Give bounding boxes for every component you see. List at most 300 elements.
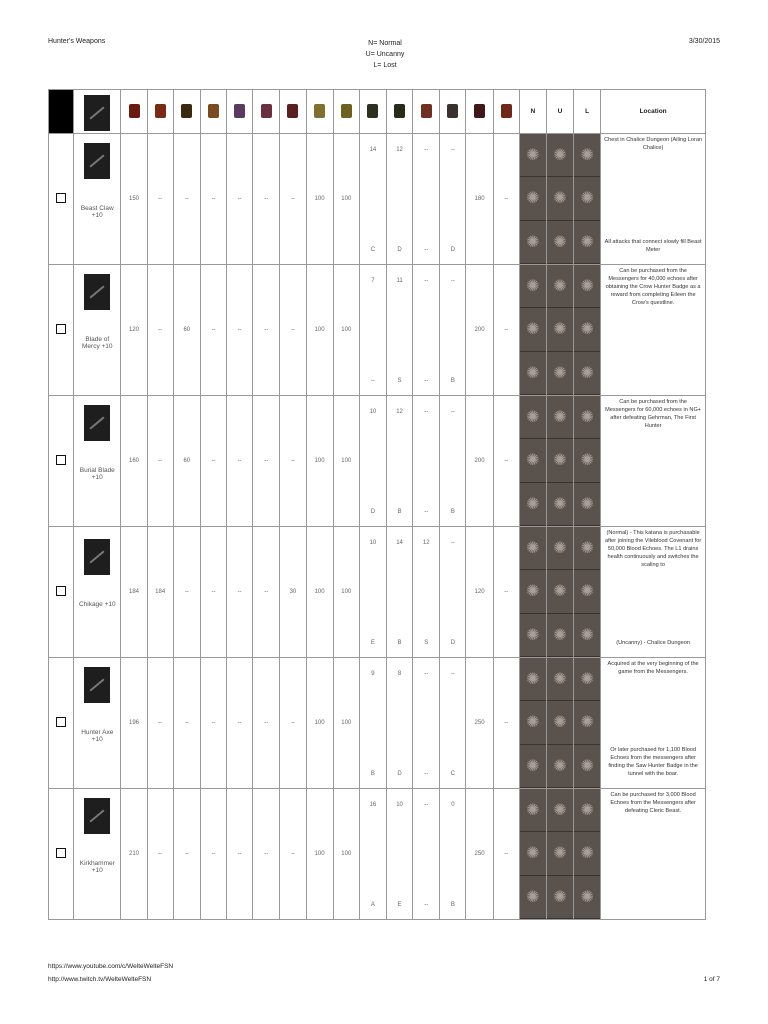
n-rune-cell — [519, 396, 546, 527]
scaling-cell — [440, 396, 466, 527]
extra-icon-cell — [466, 90, 493, 134]
select-checkbox[interactable] — [56, 586, 66, 596]
extra-value: -- — [504, 720, 509, 726]
rune-icon: ✺ — [547, 876, 573, 919]
scaling-cell — [413, 789, 440, 920]
rune-icon: ✺ — [574, 745, 600, 788]
rune-icon: ✺ — [547, 308, 573, 351]
scaling-requirement: -- — [424, 671, 429, 677]
scaling-requirement: 12 — [422, 540, 430, 546]
weapon-thumbnail-icon — [84, 405, 110, 441]
scaling-requirement: -- — [424, 278, 429, 284]
stat-cell — [200, 396, 226, 527]
stat-cell — [333, 658, 359, 789]
select-checkbox-cell — [49, 527, 74, 658]
scaling-grade: D — [450, 247, 456, 253]
stat-cell — [253, 658, 280, 789]
scaling-grade: B — [450, 378, 455, 384]
rune-icon: ✺ — [520, 527, 546, 570]
stat-value: -- — [290, 458, 295, 464]
stat-cell — [333, 134, 359, 265]
rune-icon: ✺ — [547, 483, 573, 526]
stat-cell — [121, 396, 147, 527]
stat-value: -- — [237, 327, 242, 333]
extra-cell — [493, 134, 519, 265]
weapon-name-cell — [74, 658, 121, 789]
weapon-name: Hunter Axe +10 — [81, 728, 114, 743]
stat-cell — [200, 789, 226, 920]
stat-value: -- — [290, 196, 295, 202]
legend-lost: L= Lost — [373, 62, 397, 69]
rune-icon: ✺ — [574, 614, 600, 657]
stat-cell — [173, 789, 200, 920]
scaling-grade: C — [370, 247, 376, 253]
stat-value: -- — [184, 851, 189, 857]
rune-icon: ✺ — [574, 527, 600, 570]
scaling-cell — [440, 789, 466, 920]
stat-value: -- — [211, 851, 216, 857]
scaling-grade: B — [450, 902, 455, 908]
document-title: Hunter's Weapons — [48, 38, 106, 45]
stat-value: -- — [211, 720, 216, 726]
scaling-cell — [386, 396, 412, 527]
rune-icon: ✺ — [520, 352, 546, 395]
rune-icon: ✺ — [520, 876, 546, 919]
stat-cell — [121, 658, 147, 789]
stat-cell — [280, 265, 306, 396]
stat-value: 100 — [314, 196, 325, 202]
stat-icon-cell — [333, 90, 359, 134]
select-checkbox[interactable] — [56, 848, 66, 858]
select-checkbox-cell — [49, 789, 74, 920]
select-checkbox-cell — [49, 658, 74, 789]
scaling-requirement: -- — [450, 671, 455, 677]
stat-cell — [227, 658, 253, 789]
weapon-name: Beast Claw +10 — [80, 204, 114, 219]
location-text: Acquired at the very beginning of the game from the Messengers. — [607, 661, 699, 675]
stat-cell — [173, 134, 200, 265]
extra-cell — [466, 527, 493, 658]
bullet-icon — [501, 104, 512, 118]
stat-cell — [253, 265, 280, 396]
weapon-name-cell — [74, 265, 121, 396]
rune-icon: ✺ — [547, 570, 573, 613]
rune-icon: ✺ — [574, 221, 600, 264]
skill-icon — [394, 104, 405, 118]
stat-cell — [200, 658, 226, 789]
scaling-requirement: 12 — [396, 409, 403, 415]
select-checkbox-cell — [49, 396, 74, 527]
rune-icon: ✺ — [520, 832, 546, 875]
scaling-cell — [413, 265, 440, 396]
stat-cell — [333, 396, 359, 527]
stat-cell — [200, 134, 226, 265]
extra-value: 200 — [474, 458, 485, 464]
stat-value: 30 — [289, 589, 297, 595]
scaling-cell — [440, 265, 466, 396]
stat-cell — [173, 527, 200, 658]
u-header: U — [546, 90, 573, 134]
scaling-requirement: -- — [424, 409, 429, 415]
blood-attack-icon — [155, 104, 166, 118]
scaling-icon-cell — [386, 90, 412, 134]
scaling-requirement: -- — [450, 540, 455, 546]
scaling-grade: C — [450, 771, 456, 777]
weapon-row — [49, 527, 706, 658]
rune-icon: ✺ — [520, 483, 546, 526]
extra-cell — [466, 396, 493, 527]
legend-uncanny: U= Uncanny — [365, 51, 405, 58]
scaling-cell — [386, 265, 412, 396]
legend-normal: N= Normal — [368, 40, 402, 47]
weapon-thumbnail-icon — [84, 539, 110, 575]
scaling-icon-cell — [440, 90, 466, 134]
rune-icon: ✺ — [520, 177, 546, 220]
stat-cell — [280, 527, 306, 658]
youtube-link[interactable]: https://www.youtube.com/c/WelteWelteFSN — [48, 963, 174, 970]
u-rune-cell — [546, 134, 573, 265]
stat-cell — [253, 527, 280, 658]
location-cell — [601, 789, 706, 920]
u-rune-cell — [546, 658, 573, 789]
twitch-link[interactable]: http://www.twitch.tv/WelteWelteFSN — [48, 976, 152, 983]
scaling-grade: D — [397, 247, 402, 253]
document-date: 3/30/2015 — [688, 38, 720, 45]
rune-icon: ✺ — [574, 483, 600, 526]
arcane-attack-icon — [181, 104, 192, 118]
stat-value: -- — [158, 851, 163, 857]
rune-icon: ✺ — [574, 265, 600, 308]
physical-attack-icon — [129, 104, 140, 118]
scaling-requirement: 14 — [369, 147, 377, 153]
scaling-cell — [359, 658, 386, 789]
stat-cell — [147, 658, 173, 789]
rune-icon: ✺ — [547, 134, 573, 177]
weapon-thumbnail-icon — [84, 667, 110, 703]
scaling-cell — [359, 134, 386, 265]
rune-icon: ✺ — [520, 396, 546, 439]
rune-icon: ✺ — [520, 658, 546, 701]
weapon-thumbnail-icon — [84, 143, 110, 179]
scaling-icon-cell — [413, 90, 440, 134]
weapon-name-cell — [74, 527, 121, 658]
extra-cell — [493, 658, 519, 789]
extra-value: 200 — [474, 327, 485, 333]
durability-icon — [314, 104, 325, 118]
rune-icon: ✺ — [547, 789, 573, 832]
weapon-row — [49, 265, 706, 396]
u-rune-cell — [546, 789, 573, 920]
weapon-row — [49, 134, 706, 265]
rune-icon: ✺ — [547, 221, 573, 264]
scaling-cell — [386, 789, 412, 920]
extra-value: 180 — [474, 196, 485, 202]
stat-cell — [227, 134, 253, 265]
stat-value: -- — [237, 458, 242, 464]
scaling-requirement: -- — [450, 409, 455, 415]
scaling-cell — [359, 265, 386, 396]
stat-value: -- — [264, 196, 269, 202]
scaling-cell — [440, 134, 466, 265]
select-checkbox[interactable] — [56, 717, 66, 727]
scaling-grade: -- — [424, 902, 429, 908]
location-note: Or later purchased for 1,100 Blood Echoes from the messengers after finding the Saw Hunter Badge in the tunnel with the boar. — [608, 747, 698, 777]
stat-cell — [147, 265, 173, 396]
stat-value: 100 — [341, 720, 352, 726]
rune-icon: ✺ — [520, 745, 546, 788]
rune-icon: ✺ — [520, 439, 546, 482]
stat-value: -- — [264, 327, 269, 333]
stat-cell — [121, 527, 147, 658]
scaling-cell — [440, 527, 466, 658]
stat-icon-cell — [121, 90, 147, 134]
stat-cell — [227, 265, 253, 396]
stat-value: -- — [290, 327, 295, 333]
bloodtinge-icon — [421, 104, 432, 118]
rune-icon: ✺ — [547, 352, 573, 395]
location-text: Can be purchased for 3,000 Blood Echoes from the Messengers after defeating Cleric Beast. — [610, 792, 696, 814]
stat-cell — [280, 789, 306, 920]
weapon-collage-icon — [84, 95, 110, 131]
stat-icon-cell — [200, 90, 226, 134]
stat-cell — [227, 396, 253, 527]
scaling-requirement: 12 — [396, 147, 403, 153]
scaling-requirement: 11 — [396, 278, 403, 284]
rune-icon: ✺ — [574, 789, 600, 832]
rune-icon: ✺ — [574, 396, 600, 439]
stat-value: -- — [158, 327, 163, 333]
weapon-name: Kirkhammer +10 — [79, 859, 115, 874]
stat-cell — [227, 527, 253, 658]
stat-value: 100 — [341, 851, 352, 857]
scaling-cell — [359, 396, 386, 527]
stat-cell — [280, 658, 306, 789]
scaling-grade: B — [450, 509, 455, 515]
stat-value: 120 — [128, 327, 139, 333]
stat-cell — [280, 134, 306, 265]
rune-icon: ✺ — [547, 177, 573, 220]
stat-icon-cell — [306, 90, 333, 134]
weapon-row — [49, 789, 706, 920]
location-header: Location — [601, 90, 706, 134]
scaling-cell — [440, 658, 466, 789]
rune-icon: ✺ — [574, 308, 600, 351]
stat-value: -- — [290, 851, 295, 857]
location-cell — [601, 396, 706, 527]
scaling-cell — [413, 527, 440, 658]
weapon-name: Blade of Mercy +10 — [82, 335, 113, 350]
stat-value: -- — [264, 851, 269, 857]
extra-cell — [466, 658, 493, 789]
stat-cell — [121, 789, 147, 920]
u-rune-cell — [546, 396, 573, 527]
stat-cell — [306, 134, 333, 265]
stat-value: -- — [264, 458, 269, 464]
strength-icon — [367, 104, 378, 118]
scaling-grade: -- — [424, 247, 429, 253]
extra-value: -- — [504, 851, 509, 857]
stat-cell — [333, 527, 359, 658]
stat-value: 100 — [314, 720, 325, 726]
n-rune-cell — [519, 134, 546, 265]
stat-value: 100 — [314, 851, 325, 857]
u-rune-cell — [546, 527, 573, 658]
arcane-icon — [447, 104, 458, 118]
scaling-requirement: 10 — [396, 802, 403, 808]
stat-value: -- — [211, 196, 216, 202]
extra-value: -- — [504, 196, 509, 202]
stat-value: -- — [290, 720, 295, 726]
stat-cell — [253, 134, 280, 265]
scaling-grade: S — [424, 640, 429, 646]
scaling-grade: A — [370, 902, 375, 908]
scaling-requirement: 7 — [371, 278, 375, 284]
select-checkbox-cell — [49, 265, 74, 396]
stat-value: 150 — [128, 196, 139, 202]
scaling-requirement: 10 — [369, 409, 377, 415]
scaling-cell — [413, 396, 440, 527]
rune-icon: ✺ — [520, 789, 546, 832]
stat-cell — [200, 265, 226, 396]
stat-cell — [227, 789, 253, 920]
stat-value: 100 — [341, 589, 352, 595]
stat-value: -- — [237, 589, 242, 595]
stat-cell — [121, 265, 147, 396]
scaling-requirement: 0 — [451, 802, 455, 808]
scaling-grade: D — [397, 771, 402, 777]
location-note: (Uncanny) - Chalice Dungeon — [616, 640, 690, 646]
weapon-thumbnail-icon — [84, 274, 110, 310]
bolt-attack-icon — [234, 104, 245, 118]
stat-cell — [147, 527, 173, 658]
stat-value: 60 — [183, 327, 191, 333]
stat-icon-cell — [280, 90, 306, 134]
l-rune-cell — [574, 789, 601, 920]
weapon-thumbnail-icon — [84, 798, 110, 834]
rune-icon: ✺ — [547, 439, 573, 482]
extra-icon-cell — [493, 90, 519, 134]
extra-value: 250 — [474, 720, 485, 726]
stat-value: 196 — [128, 720, 139, 726]
n-rune-cell — [519, 265, 546, 396]
extra-value: 120 — [474, 589, 485, 595]
stat-cell — [280, 396, 306, 527]
stat-value: 160 — [128, 458, 139, 464]
n-rune-cell — [519, 789, 546, 920]
extra-cell — [493, 789, 519, 920]
stat-icon-cell — [147, 90, 173, 134]
stat-cell — [147, 789, 173, 920]
stat-value: 210 — [128, 851, 139, 857]
select-checkbox[interactable] — [56, 193, 66, 203]
stat-value: 184 — [155, 589, 166, 595]
kin-attack-icon — [261, 104, 272, 118]
extra-cell — [493, 396, 519, 527]
u-rune-cell — [546, 265, 573, 396]
weapon-name-cell — [74, 396, 121, 527]
scaling-cell — [413, 658, 440, 789]
scaling-grade: E — [370, 640, 375, 646]
rune-icon: ✺ — [574, 134, 600, 177]
location-cell — [601, 265, 706, 396]
location-text: (Normal) - This katana is purchasable after joining the Vileblood Covenant for 50,000 Blood Echoes. The L1 drains health continuously and switches the scaling to — [604, 530, 702, 568]
stat-cell — [306, 265, 333, 396]
stat-value: -- — [158, 458, 163, 464]
weapon-row — [49, 658, 706, 789]
scaling-grade: E — [397, 902, 402, 908]
stat-cell — [200, 527, 226, 658]
weapon-name: Burial Blade +10 — [79, 466, 115, 481]
rune-icon: ✺ — [574, 876, 600, 919]
rune-icon: ✺ — [520, 308, 546, 351]
stat-value: -- — [184, 196, 189, 202]
extra-cell — [493, 265, 519, 396]
stat-value: 60 — [183, 458, 191, 464]
stat-value: -- — [264, 720, 269, 726]
scaling-grade: D — [370, 509, 376, 515]
header-black-cell — [49, 90, 74, 134]
stat-value: 100 — [341, 196, 352, 202]
stat-value: -- — [264, 589, 269, 595]
location-cell — [601, 527, 706, 658]
rune-icon: ✺ — [547, 614, 573, 657]
scaling-requirement: 8 — [397, 671, 402, 677]
weapon-name-cell — [74, 789, 121, 920]
stat-value: 100 — [341, 458, 352, 464]
stat-value: -- — [211, 327, 216, 333]
weapon-row — [49, 396, 706, 527]
rune-icon: ✺ — [574, 177, 600, 220]
scaling-grade: S — [397, 378, 402, 384]
header-image-cell — [74, 90, 121, 134]
stat-cell — [173, 658, 200, 789]
scaling-requirement: 9 — [371, 671, 375, 677]
stat-cell — [306, 527, 333, 658]
rune-icon: ✺ — [547, 527, 573, 570]
n-header: N — [519, 90, 546, 134]
stat-icon-cell — [173, 90, 200, 134]
scaling-cell — [386, 527, 412, 658]
stat-cell — [173, 396, 200, 527]
location-note: All attacks that connect slowly fill Beast Meter — [604, 239, 702, 253]
l-rune-cell — [574, 265, 601, 396]
rune-icon: ✺ — [547, 265, 573, 308]
stat-value: 100 — [341, 327, 352, 333]
l-rune-cell — [574, 658, 601, 789]
select-checkbox-cell — [49, 134, 74, 265]
extra-value: -- — [504, 327, 509, 333]
stat-value: -- — [158, 196, 163, 202]
stat-value: -- — [237, 851, 242, 857]
extra-cell — [493, 527, 519, 658]
rally-icon — [341, 104, 352, 118]
rune-icon: ✺ — [547, 396, 573, 439]
location-text: Can be purchased from the Messengers for 40,000 echoes after obtaining the Crow Hunter Badge as a reward from completing Eileen the Crow's questline. — [605, 268, 701, 306]
scaling-requirement: 16 — [369, 802, 377, 808]
select-checkbox[interactable] — [56, 455, 66, 465]
select-checkbox[interactable] — [56, 324, 66, 334]
location-text: Can be purchased from the Messengers for 60,000 echoes in NG+ after defeating Gehrman, The First Hunter — [605, 399, 702, 429]
stat-value: 184 — [128, 589, 139, 595]
rune-icon: ✺ — [574, 570, 600, 613]
rune-icon: ✺ — [547, 701, 573, 744]
rune-icon: ✺ — [520, 134, 546, 177]
legend — [365, 38, 405, 71]
scaling-grade: B — [397, 640, 402, 646]
location-cell — [601, 658, 706, 789]
scaling-requirement: -- — [450, 278, 455, 284]
skull-icon — [287, 104, 298, 118]
